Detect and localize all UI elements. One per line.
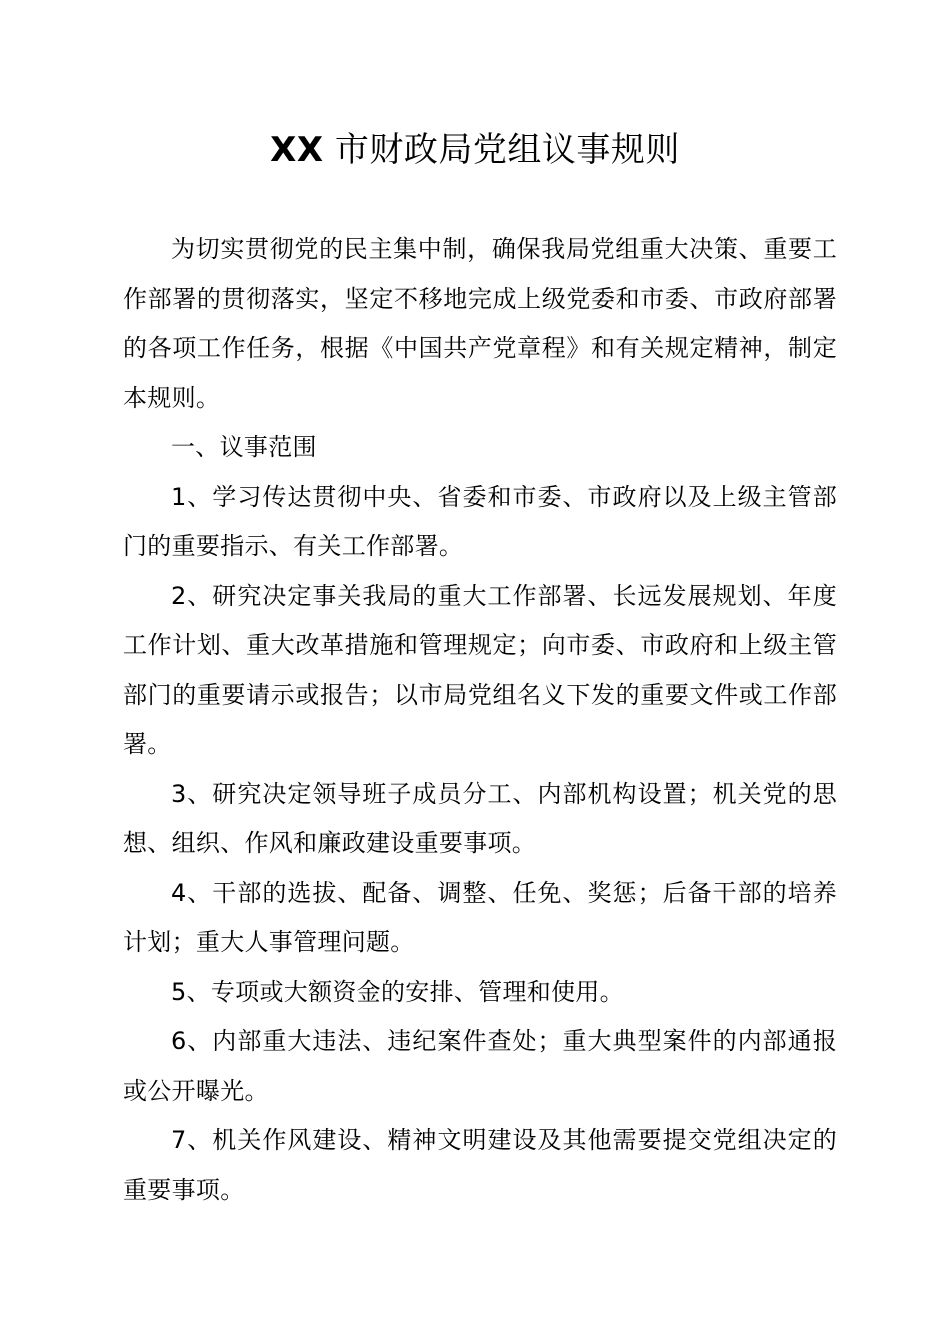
rule-item-6: 6、内部重大违法、违纪案件查处；重大典型案件的内部通报或公开曝光。 <box>123 1027 837 1105</box>
rule-item-2: 2、研究决定事关我局的重大工作部署、长远发展规划、年度工作计划、重大改革措施和管理规定；向市委、市政府和上级主管部门的重要请示或报告；以市局党组名义下发的重要文件或工作部署。 <box>123 581 837 758</box>
title-prefix: XX <box>270 130 324 170</box>
title-main: 市财政局党组议事规则 <box>334 130 680 170</box>
rule-item-5: 5、专项或大额资金的安排、管理和使用。 <box>171 977 624 1006</box>
section-heading: 一、议事范围 <box>171 433 317 461</box>
rule-item-1: 1、学习传达贯彻中央、省委和市委、市政府以及上级主管部门的重要指示、有关工作部署。 <box>123 482 837 560</box>
rule-item-4: 4、干部的选拔、配备、调整、任免、奖惩；后备干部的培养计划；重大人事管理问题。 <box>123 878 837 956</box>
rule-item-3: 3、研究决定领导班子成员分工、内部机构设置；机关党的思想、组织、作风和廉政建设重要事项。 <box>123 779 837 857</box>
document-title <box>0 126 950 174</box>
intro-paragraph: 为切实贯彻党的民主集中制，确保我局党组重大决策、重要工作部署的贯彻落实，坚定不移地完成上级党委和市委、市政府部署的各项工作任务，根据《中国共产党章程》和有关规定精神，制定本规则。 <box>123 235 837 412</box>
rule-item-7: 7、机关作风建设、精神文明建设及其他需要提交党组决定的重要事项。 <box>123 1126 837 1204</box>
document-body <box>123 225 837 1215</box>
